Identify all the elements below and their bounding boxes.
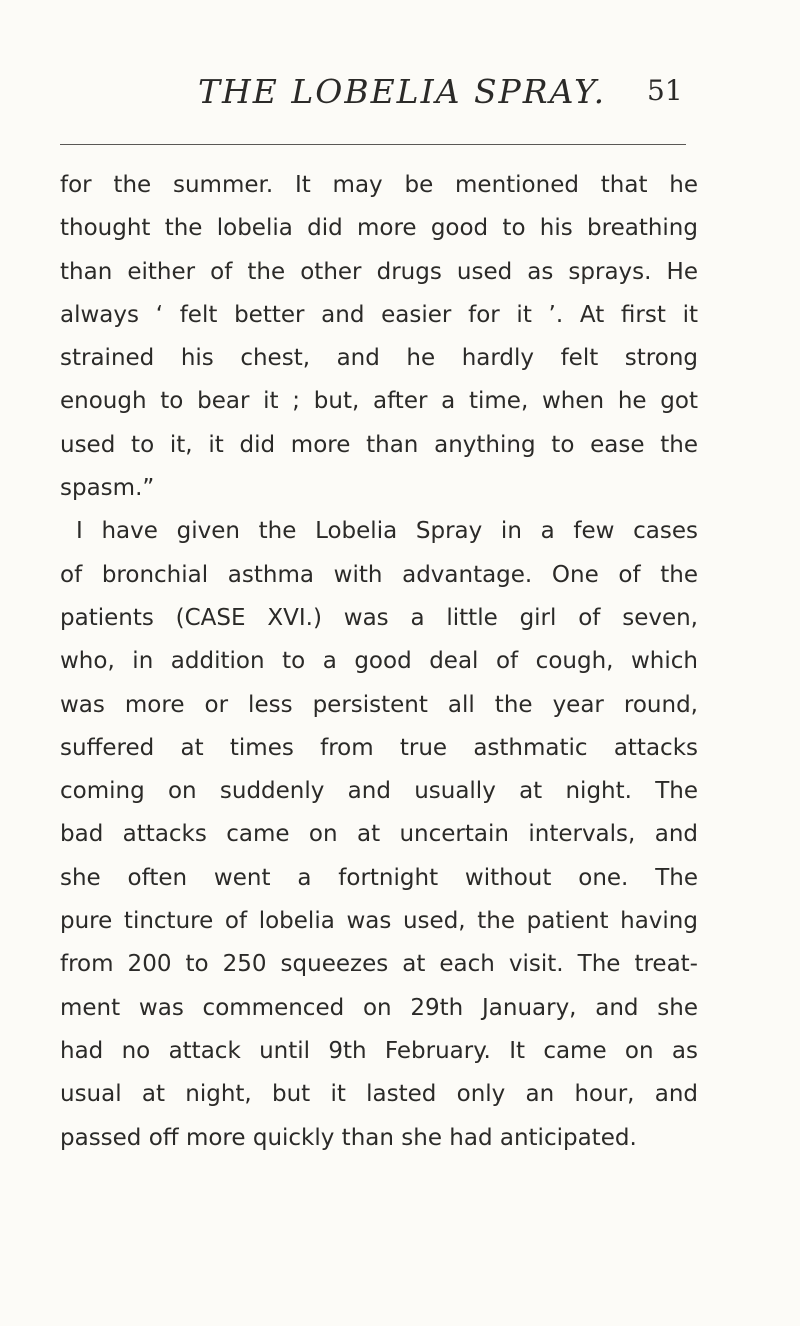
- text-line: suffered at times from true asthmatic attacks: [60, 734, 698, 761]
- text-line: usual at night, but it lasted only an hour, and: [60, 1081, 698, 1108]
- header-rule: [60, 144, 686, 145]
- text-line: of bronchial asthma with advantage. One of the: [60, 561, 698, 588]
- text-line: patients (CASE XVI.) was a little girl of seven,: [60, 604, 698, 631]
- text-line: spasm.”: [60, 475, 155, 502]
- text-line: was more or less persistent all the year round,: [60, 691, 698, 718]
- page-header: [0, 66, 800, 110]
- text-line: strained his chest, and he hardly felt strong: [60, 345, 698, 372]
- text-line: passed off more quickly than she had anticipated.: [60, 1124, 637, 1151]
- text-line: who, in addition to a good deal of cough, which: [60, 648, 698, 675]
- body-text: [60, 164, 698, 1160]
- running-title: THE LOBELIA SPRAY.: [198, 72, 607, 111]
- text-line: from 200 to 250 squeezes at each visit. The treat-: [60, 951, 698, 978]
- text-line: pure tincture of lobelia was used, the patient having: [60, 908, 698, 935]
- text-line: enough to bear it ; but, after a time, when he got: [60, 388, 698, 415]
- text-line: coming on suddenly and usually at night. The: [60, 778, 698, 805]
- page-number: 51: [647, 74, 683, 107]
- text-line: thought the lobelia did more good to his breathing: [60, 215, 698, 242]
- text-line: always ‘ felt better and easier for it ’. At first it: [60, 301, 698, 328]
- text-line: for the summer. It may be mentioned that he: [60, 172, 698, 198]
- text-line: than either of the other drugs used as sprays. He: [60, 258, 698, 285]
- text-line: she often went a fortnight without one. The: [60, 864, 698, 891]
- text-line: bad attacks came on at uncertain intervals, and: [60, 821, 698, 848]
- text-line: used to it, it did more than anything to ease the: [60, 431, 698, 458]
- text-line: had no attack until 9th February. It came on as: [60, 1037, 698, 1064]
- text-line: I have given the Lobelia Spray in a few cases: [76, 518, 698, 545]
- text-line: ment was commenced on 29th January, and she: [60, 994, 698, 1021]
